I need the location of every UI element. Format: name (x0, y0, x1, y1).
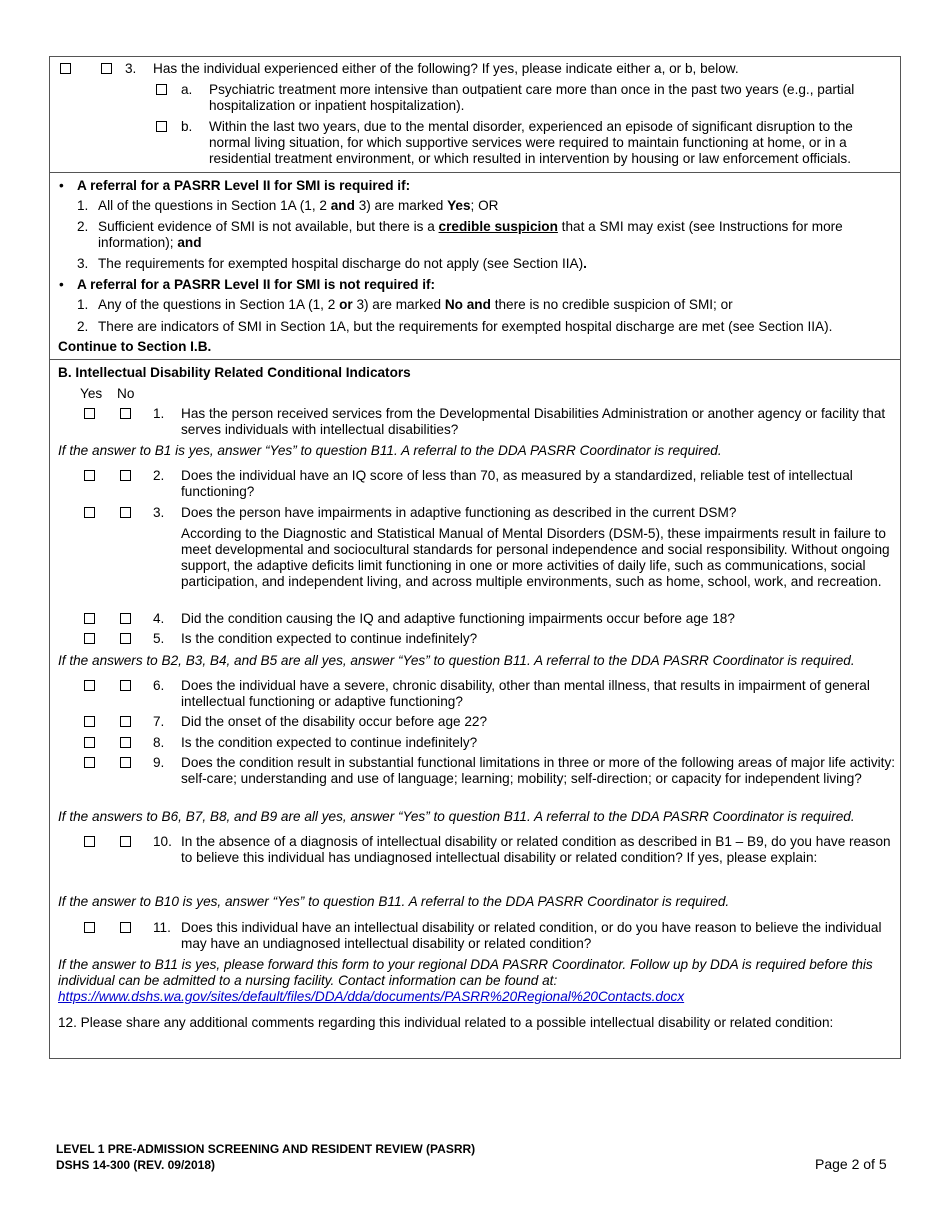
b6-number: 6. (153, 678, 165, 693)
section-b-heading: B. Intellectual Disability Related Conditional Indicators (58, 365, 411, 380)
b11-number: 11. (153, 920, 171, 935)
q3a-letter: a. (181, 82, 193, 97)
b5-text: Is the condition expected to continue indefinitely? (181, 631, 478, 646)
note-b2-b5: If the answers to B2, B3, B4, and B5 are all yes, answer “Yes” to question B11. A referral to the DDA PASRR Coordinator is required. (58, 653, 855, 668)
footer-title: LEVEL 1 PRE-ADMISSION SCREENING AND RESIDENT REVIEW (PASRR) (56, 1142, 476, 1156)
b7-number: 7. (153, 714, 165, 729)
b6-no-checkbox[interactable] (120, 680, 131, 691)
page-number: Page 2 of 5 (815, 1156, 887, 1172)
contacts-link[interactable]: https://www.dshs.wa.gov/sites/default/files/DDA/dda/documents/PASRR%20Regional%20Contacts.docx (58, 989, 685, 1004)
b4-yes-checkbox[interactable] (84, 613, 95, 624)
q3-yes-checkbox[interactable] (60, 63, 71, 74)
divider (49, 359, 901, 360)
b8-number: 8. (153, 735, 165, 750)
b2-number: 2. (153, 468, 165, 483)
b6-text: Does the individual have a severe, chronic disability, other than mental illness, that results in impairment of general intellectual functioning or adaptive functioning? (181, 678, 870, 709)
q3a-checkbox[interactable] (156, 84, 167, 95)
b10-yes-checkbox[interactable] (84, 836, 95, 847)
note-b1: If the answer to B1 is yes, answer “Yes” to question B11. A referral to the DDA PASRR Coordinator is required. (58, 443, 722, 458)
q3-number: 3. (125, 61, 137, 76)
req-2-text: Sufficient evidence of SMI is not available, but there is a credible suspicion that a SMI may exist (see Instructions for more information); and (98, 219, 843, 250)
b8-no-checkbox[interactable] (120, 737, 131, 748)
bullet: • (59, 277, 64, 292)
b1-yes-checkbox[interactable] (84, 408, 95, 419)
notreq-2-text: There are indicators of SMI in Section 1A, but the requirements for exempted hospital discharge are met (see Section IIA). (98, 319, 833, 334)
q3-no-checkbox[interactable] (101, 63, 112, 74)
q3-text: Has the individual experienced either of the following? If yes, please indicate either a, or b, below. (153, 61, 739, 76)
b7-text: Did the onset of the disability occur before age 22? (181, 714, 488, 729)
b10-number: 10. (153, 834, 172, 849)
yes-column-header: Yes (80, 386, 103, 401)
b7-no-checkbox[interactable] (120, 716, 131, 727)
no-column-header: No (117, 386, 135, 401)
b3-detail: According to the Diagnostic and Statistical Manual of Mental Disorders (DSM-5), these impairments result in failure to meet developmental and sociocultural standards for personal independence and social responsibility. Without ongoing support, the adaptive deficits limit functioning in one or more activities of daily life, such as communications, social participation, and independent living, and across multiple environments, such as home, school, work, and recreation. (181, 526, 890, 589)
b8-yes-checkbox[interactable] (84, 737, 95, 748)
b5-number: 5. (153, 631, 165, 646)
note-b6-b9: If the answers to B6, B7, B8, and B9 are all yes, answer “Yes” to question B11. A referral to the DDA PASRR Coordinator is required. (58, 809, 855, 824)
b9-no-checkbox[interactable] (120, 757, 131, 768)
b7-yes-checkbox[interactable] (84, 716, 95, 727)
b3-no-checkbox[interactable] (120, 507, 131, 518)
b6-yes-checkbox[interactable] (84, 680, 95, 691)
referral-not-required-heading: A referral for a PASRR Level II for SMI is not required if: (77, 277, 436, 292)
b1-text: Has the person received services from the Developmental Disabilities Administration or another agency or facility that serves individuals with intellectual disabilities? (181, 406, 886, 437)
b5-no-checkbox[interactable] (120, 633, 131, 644)
bullet: • (59, 178, 64, 193)
b1-no-checkbox[interactable] (120, 408, 131, 419)
b10-text: In the absence of a diagnosis of intellectual disability or related condition as described in B1 – B9, do you have reason to believe this individual has undiagnosed intellectual disability or related condition? If yes, please explain: (181, 834, 891, 865)
continue-instruction: Continue to Section I.B. (58, 339, 212, 354)
b3-text: Does the person have impairments in adaptive functioning as described in the current DSM? (181, 505, 737, 520)
b11-yes-checkbox[interactable] (84, 922, 95, 933)
referral-required-heading: A referral for a PASRR Level II for SMI is required if: (77, 178, 411, 193)
note-b10: If the answer to B10 is yes, answer “Yes” to question B11. A referral to the DDA PASRR Coordinator is required. (58, 894, 730, 909)
b11-no-checkbox[interactable] (120, 922, 131, 933)
notreq-2-number: 2. (77, 319, 89, 334)
req-2-number: 2. (77, 219, 89, 234)
q12-text: 12. Please share any additional comments regarding this individual related to a possible intellectual disability or related condition: (58, 1015, 834, 1030)
b4-number: 4. (153, 611, 165, 626)
b4-text: Did the condition causing the IQ and adaptive functioning impairments occur before age 18? (181, 611, 735, 626)
b11-text: Does this individual have an intellectual disability or related condition, or do you have reason to believe the individual may have an undiagnosed intellectual disability or related condition? (181, 920, 882, 951)
req-3-number: 3. (77, 256, 89, 271)
b8-text: Is the condition expected to continue indefinitely? (181, 735, 478, 750)
note-b11: If the answer to B11 is yes, please forward this form to your regional DDA PASRR Coordinator. Follow up by DDA is required before this individual can be admitted to a nursing facility. Contact information can be found at: (58, 957, 873, 988)
req-1-number: 1. (77, 198, 89, 213)
q3a-text: Psychiatric treatment more intensive than outpatient care more than once in the past two years (e.g., partial hospitalization or inpatient hospitalization). (209, 82, 855, 113)
b9-text: Does the condition result in substantial functional limitations in three or more of the following areas of major life activity: self-care; understanding and use of language; learning; mobility; self-direction; or capacity for independent living? (181, 755, 896, 786)
divider (49, 172, 901, 173)
b3-number: 3. (153, 505, 165, 520)
b5-yes-checkbox[interactable] (84, 633, 95, 644)
req-1-text: All of the questions in Section 1A (1, 2 and 3) are marked Yes; OR (98, 198, 499, 213)
b3-yes-checkbox[interactable] (84, 507, 95, 518)
q3b-checkbox[interactable] (156, 121, 167, 132)
notreq-1-text: Any of the questions in Section 1A (1, 2 or 3) are marked No and there is no credible suspicion of SMI; or (98, 297, 733, 312)
b1-number: 1. (153, 406, 165, 421)
b2-text: Does the individual have an IQ score of less than 70, as measured by a standardized, reliable test of intellectual functioning? (181, 468, 853, 499)
b9-yes-checkbox[interactable] (84, 757, 95, 768)
q3b-letter: b. (181, 119, 193, 134)
q3b-text: Within the last two years, due to the mental disorder, experienced an episode of significant disruption to the normal living situation, for which supportive services were required to maintain functioning at home, or in a residential treatment environment, or which resulted in intervention by housing or law enforcement officials. (209, 119, 853, 166)
notreq-1-number: 1. (77, 297, 89, 312)
b2-yes-checkbox[interactable] (84, 470, 95, 481)
footer-form-number: DSHS 14-300 (REV. 09/2018) (56, 1158, 215, 1172)
b10-no-checkbox[interactable] (120, 836, 131, 847)
req-3-text: The requirements for exempted hospital discharge do not apply (see Section IIA). (98, 256, 587, 271)
b2-no-checkbox[interactable] (120, 470, 131, 481)
b9-number: 9. (153, 755, 165, 770)
b4-no-checkbox[interactable] (120, 613, 131, 624)
